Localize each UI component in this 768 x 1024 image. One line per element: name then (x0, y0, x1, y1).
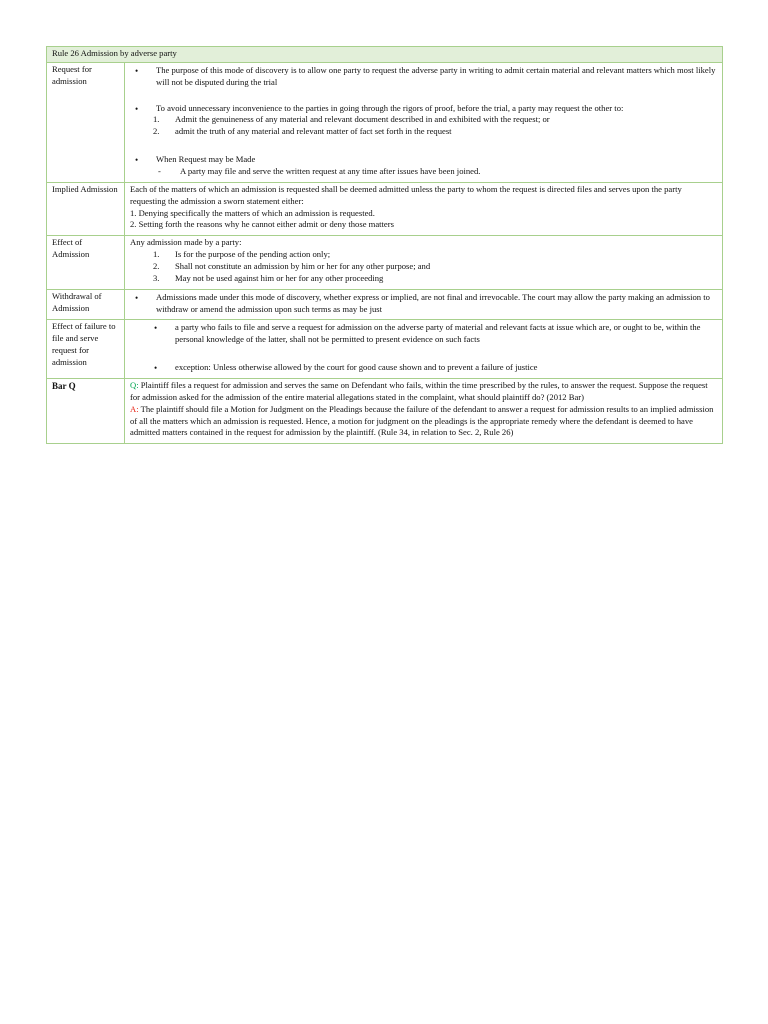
item-number: 1. (153, 249, 160, 260)
row-label: Request for admission (47, 62, 125, 182)
answer-paragraph (130, 404, 717, 440)
dash-marker: - (158, 166, 161, 177)
row-label: Effect of failure to file and serve request for admission (47, 320, 125, 379)
bullet-list (130, 322, 717, 374)
numbered-list (130, 249, 717, 285)
numbered-list (130, 114, 717, 138)
paragraph: Each of the matters of which an admission is requested shall be deemed admitted unless the party to whom the request is directed files and serves upon the party requesting the admission a sworn statement either: (130, 183, 682, 206)
question-paragraph (130, 380, 717, 404)
item-text: Admit the genuineness of any material and relevant document described in and exhibited with the request; or (175, 114, 550, 125)
item-number: 2. (153, 126, 160, 137)
paragraph: Any admission made by a party: (130, 237, 242, 248)
list-item (130, 273, 717, 285)
list-item: • exception: Unless otherwise allowed by the court for good cause shown and to prevent a failure of justice (130, 362, 717, 374)
item-number: 1. (153, 114, 160, 125)
question-marker: Q: (130, 380, 139, 391)
item-number: 3. (153, 272, 160, 283)
title-row (47, 47, 723, 63)
list-item (130, 103, 717, 139)
bullet-list (130, 292, 717, 316)
bullet-list (130, 65, 717, 178)
row-content (125, 236, 723, 289)
paragraph: 2. Setting forth the reasons why he cannot either admit or deny those matters (130, 219, 394, 230)
row-content (125, 320, 723, 379)
row-label: Withdrawal of Admission (47, 289, 125, 320)
item-text: Shall not constitute an admission by him or her for any other purpose; and (175, 261, 431, 272)
row-bar-question (47, 379, 723, 444)
list-item (130, 126, 717, 138)
question-text: Plaintiff files a request for admission and serves the same on Defendant who fails, within the time prescribed by the rules, to answer the request. Suppose the request for admission asked for the admission of the entire material allegations stated in the complaint, what should plaintiff do? (2012 Bar) (130, 380, 708, 402)
row-content (125, 289, 723, 320)
list-item (130, 114, 717, 126)
answer-marker: A: (130, 403, 139, 414)
row-effect-of-admission (47, 236, 723, 289)
row-label: Implied Admission (47, 182, 125, 235)
list-item (130, 154, 717, 178)
item-text: admit the truth of any material and relevant matter of fact set forth in the request (175, 126, 452, 137)
table-title: Rule 26 Admission by adverse party (47, 47, 723, 63)
list-item: • The purpose of this mode of discovery is to allow one party to request the adverse party in writing to admit certain material and relevant matters which most likely will not be disputed during the trial (130, 65, 717, 89)
list-item (130, 261, 717, 273)
row-effect-of-failure (47, 320, 723, 379)
row-label: Bar Q (47, 379, 125, 444)
list-item: • a party who fails to file and serve a request for admission on the adverse party of material and relevant facts at issue which are, or ought to be, within the personal knowledge of the latter, shall not be permitted to present evidence on such facts (130, 322, 717, 346)
list-item-text: When Request may be Made (156, 154, 256, 165)
item-text: Is for the purpose of the pending action only; (175, 249, 331, 260)
paragraph: 1. Denying specifically the matters of which an admission is requested. (130, 207, 375, 218)
item-number: 2. (153, 261, 160, 272)
dash-text: A party may file and serve the written request at any time after issues have been joined. (180, 166, 481, 177)
row-request-for-admission (47, 62, 723, 182)
row-content (125, 182, 723, 235)
item-text: May not be used against him or her for any other proceeding (175, 272, 384, 283)
list-item: • Admissions made under this mode of discovery, whether express or implied, are not final and irrevocable. The court may allow the party making an admission to withdraw or amend the admission upon such terms as may be just (130, 292, 717, 316)
dash-item (130, 166, 717, 178)
rule-26-table (46, 46, 723, 444)
list-item (130, 249, 717, 261)
row-content (125, 62, 723, 182)
row-implied-admission (47, 182, 723, 235)
row-withdrawal-of-admission (47, 289, 723, 320)
answer-text: The plaintiff should file a Motion for Judgment on the Pleadings because the failure of the defendant to answer a request for admission results to an implied admission of all the matters which an admission is requested. Hence, a motion for judgment on the pleadings is the appropriate remedy where the defendant is deemed to have admitted matters contained in the request for admission by the plaintiff. (Rule 34, in relation to Sec. 2, Rule 26) (130, 403, 714, 438)
row-content (125, 379, 723, 444)
list-item-text: To avoid unnecessary inconvenience to the parties in going through the rigors of proof, before the trial, a party may request the other to: (156, 102, 624, 113)
row-label: Effect of Admission (47, 236, 125, 289)
